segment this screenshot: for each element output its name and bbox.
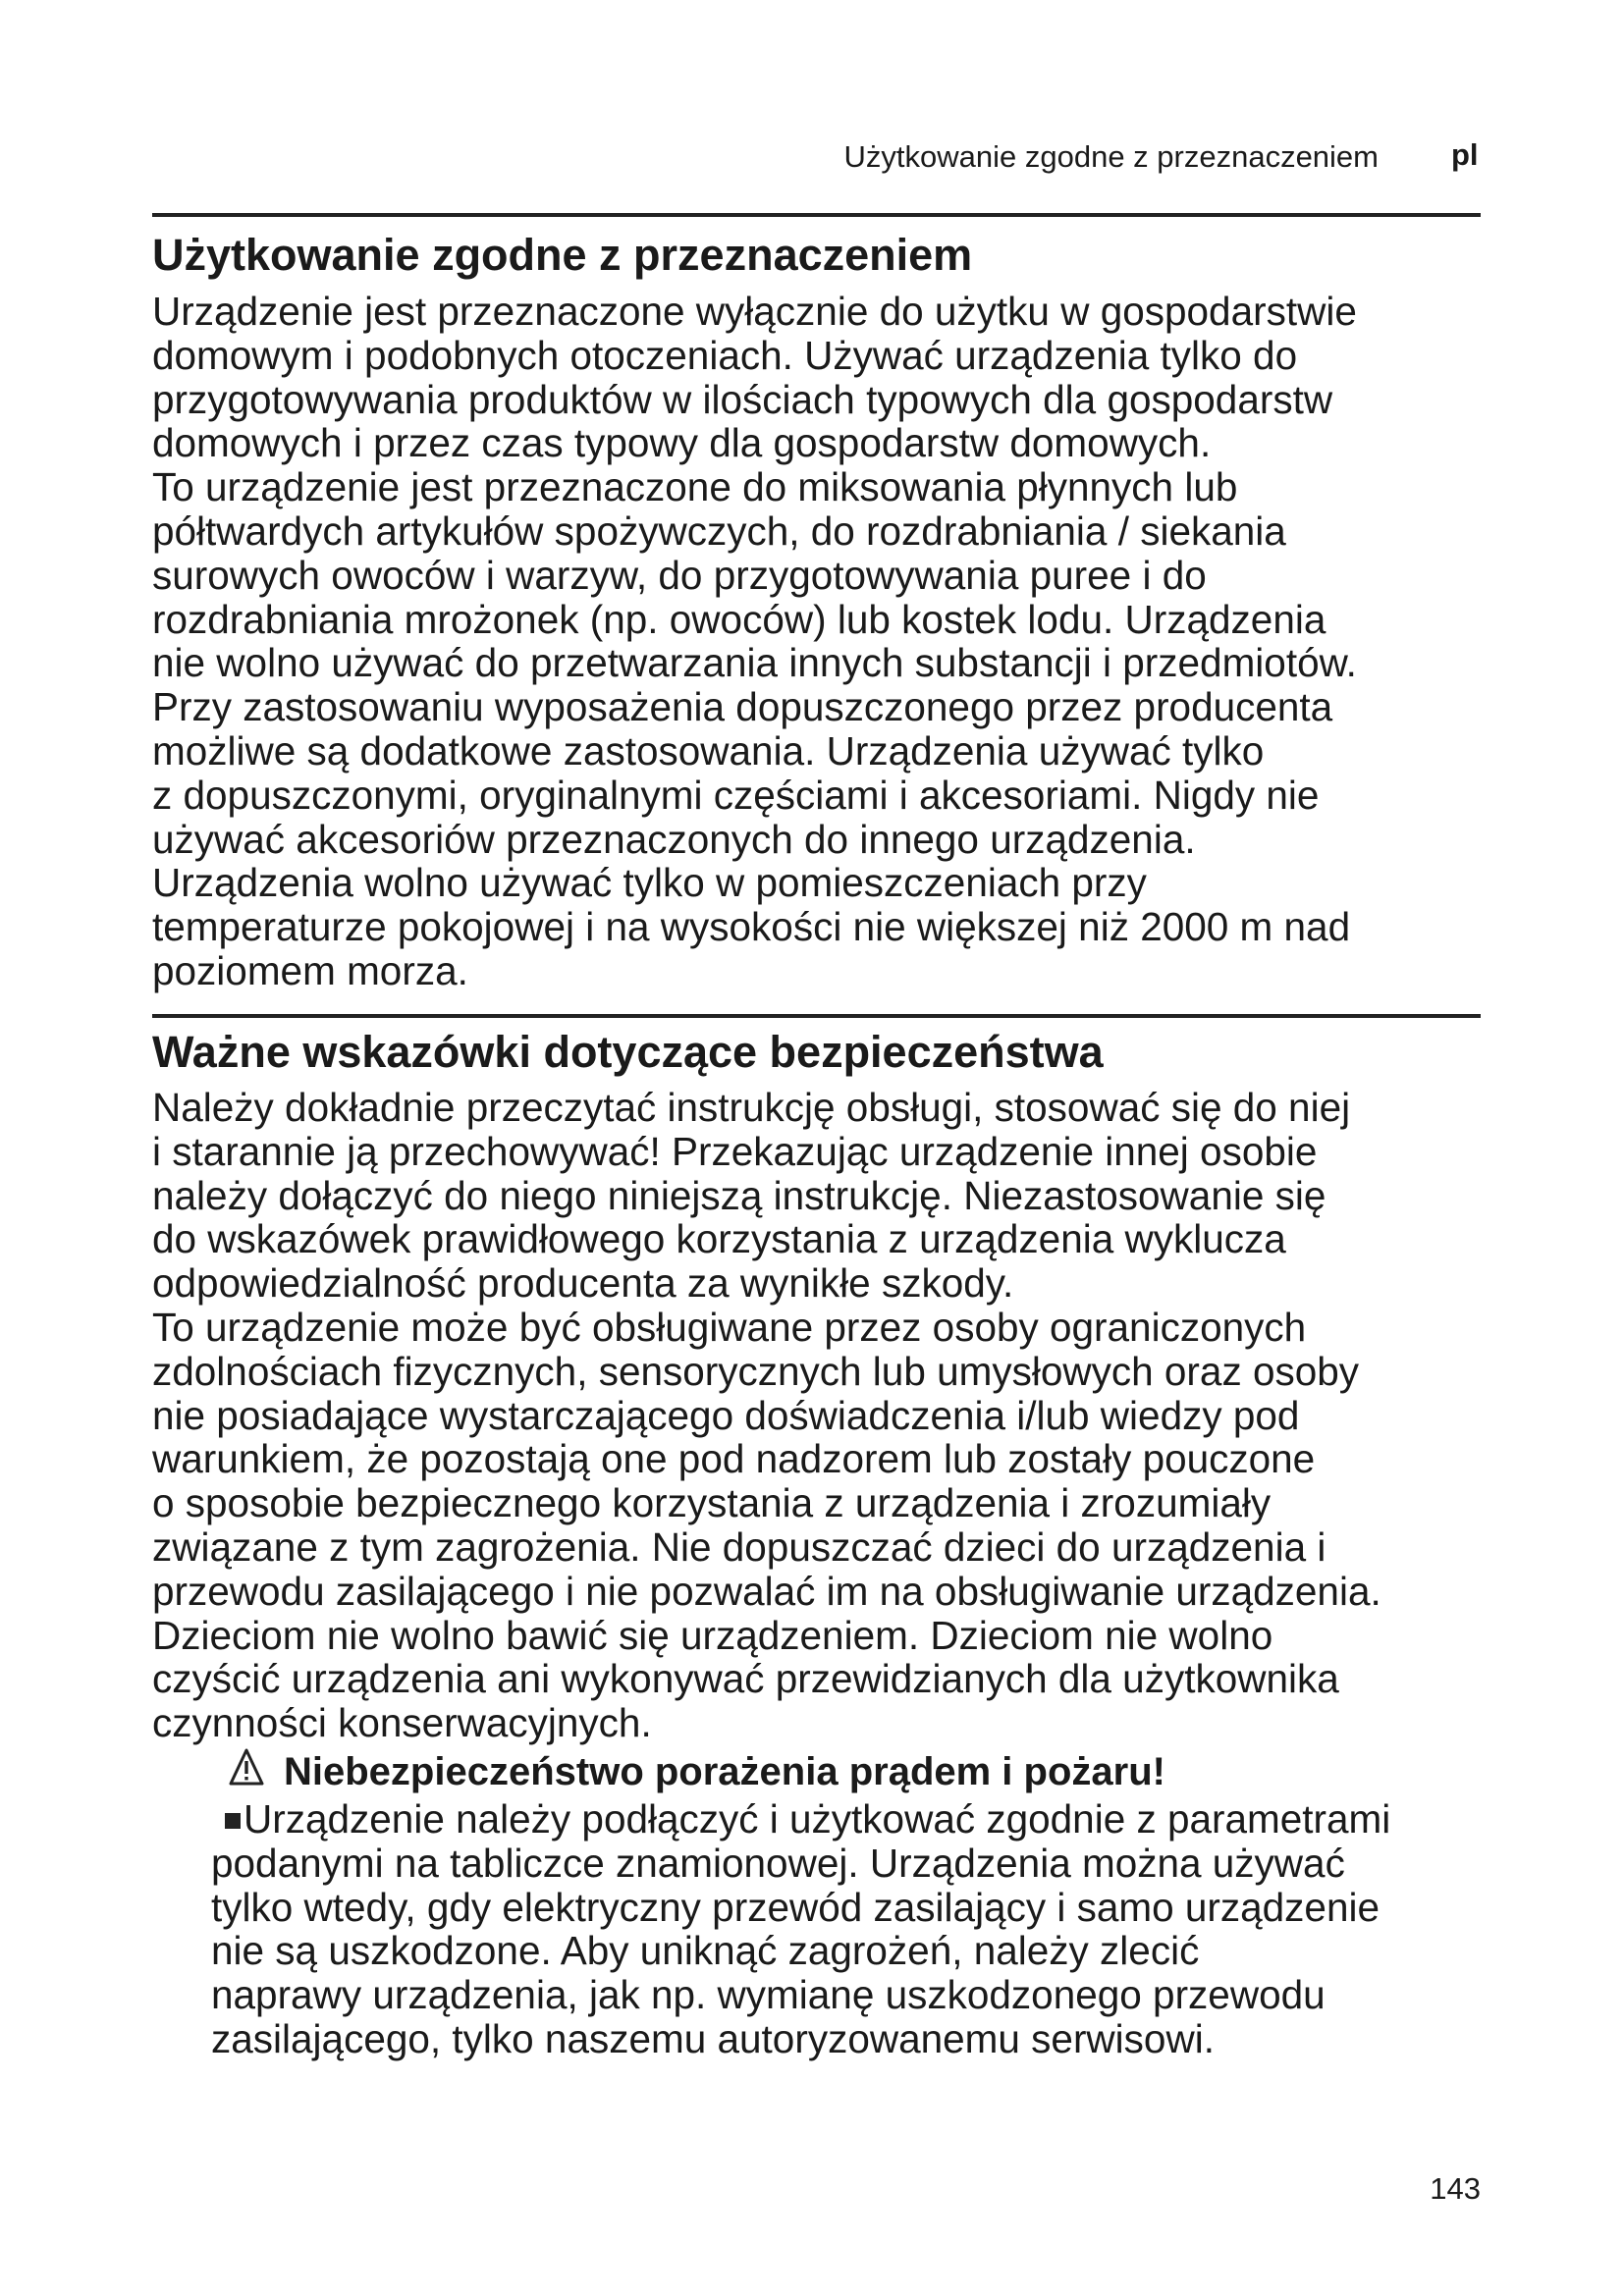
text-line: nie wolno używać do przetwarzania innych substancji i przedmiotów. bbox=[152, 640, 1357, 686]
text-line: Należy dokładnie przeczytać instrukcję obsługi, stosować się do niej bbox=[152, 1085, 1351, 1130]
text-line: z dopuszczonymi, oryginalnymi częściami i akcesoriami. Nigdy nie bbox=[152, 772, 1320, 818]
language-code: pl bbox=[1451, 137, 1479, 172]
text-line: tylko wtedy, gdy elektryczny przewód zasilający i samo urządzenie bbox=[211, 1884, 1380, 1930]
section-heading-safety: Ważne wskazówki dotyczące bezpieczeństwa bbox=[152, 1027, 1104, 1077]
text-line: Dzieciom nie wolno bawić się urządzeniem. Dzieciom nie wolno bbox=[152, 1612, 1273, 1658]
text-line: odpowiedzialność producenta za wynikłe szkody. bbox=[152, 1260, 1014, 1307]
text-line: należy dołączyć do niego niniejszą instrukcję. Niezastosowanie się bbox=[152, 1172, 1326, 1218]
bullet-square-icon bbox=[225, 1813, 241, 1829]
text-line: domowych i przez czas typowy dla gospodarstw domowych. bbox=[152, 420, 1212, 466]
text-line: Urządzenia wolno używać tylko w pomieszczeniach przy bbox=[152, 860, 1147, 906]
text-line: To urządzenie może być obsługiwane przez osoby ograniczonych bbox=[152, 1304, 1307, 1350]
section-divider bbox=[152, 213, 1481, 217]
warning-title: Niebezpieczeństwo porażenia prądem i pożaru! bbox=[284, 1750, 1165, 1793]
section-heading-intended-use: Użytkowanie zgodne z przeznaczeniem bbox=[152, 230, 973, 280]
text-line: związane z tym zagrożenia. Nie dopuszczać dzieci do urządzenia i bbox=[152, 1523, 1326, 1570]
text-line: półtwardych artykułów spożywczych, do rozdrabniania / siekania bbox=[152, 507, 1286, 554]
text-line-content: Urządzenie należy podłączyć i użytkować zgodnie z parametrami bbox=[244, 1796, 1391, 1842]
text-line: Urządzenie jest przeznaczone wyłącznie do użytku w gospodarstwie bbox=[152, 289, 1357, 334]
text-line: temperaturze pokojowej i na wysokości nie większej niż 2000 m nad bbox=[152, 904, 1351, 950]
intended-use-paragraph bbox=[152, 290, 1357, 993]
text-line: podanymi na tabliczce znamionowej. Urządzenia można używać bbox=[211, 1840, 1345, 1886]
text-line: To urządzenie jest przeznaczone do miksowania płynnych lub bbox=[152, 464, 1238, 510]
text-line: rozdrabniania mrożonek (np. owoców) lub kostek lodu. Urządzenia bbox=[152, 596, 1326, 642]
text-line: surowych owoców i warzyw, do przygotowywania puree i do bbox=[152, 552, 1207, 598]
text-line: poziomem morza. bbox=[152, 947, 468, 993]
text-line: zasilającego, tylko naszemu autoryzowanemu serwisowi. bbox=[211, 2015, 1215, 2061]
text-line: Przy zastosowaniu wyposażenia dopuszczonego przez producenta bbox=[152, 684, 1333, 730]
warning-triangle-icon bbox=[229, 1747, 264, 1796]
text-line: naprawy urządzenia, jak np. wymianę uszkodzonego przewodu bbox=[211, 1972, 1326, 2018]
warning-heading bbox=[229, 1747, 1165, 1796]
running-header-title: Użytkowanie zgodne z przeznaczeniem bbox=[843, 139, 1379, 174]
page-number: 143 bbox=[1430, 2171, 1481, 2206]
text-line: do wskazówek prawidłowego korzystania z urządzenia wyklucza bbox=[152, 1216, 1286, 1262]
text-line: zdolnościach fizycznych, sensorycznych lub umysłowych oraz osoby bbox=[152, 1348, 1360, 1394]
text-line: czyścić urządzenia ani wykonywać przewidzianych dla użytkownika bbox=[152, 1656, 1339, 1702]
safety-paragraph bbox=[152, 1086, 1381, 1745]
text-line: używać akcesoriów przeznaczonych do innego urządzenia. bbox=[152, 816, 1196, 862]
text-line: czynności konserwacyjnych. bbox=[152, 1700, 652, 1746]
text-line: warunkiem, że pozostają one pod nadzorem lub zostały pouczone bbox=[152, 1436, 1316, 1482]
text-line: domowym i podobnych otoczeniach. Używać urządzenia tylko do bbox=[152, 332, 1298, 378]
text-line: i starannie ją przechowywać! Przekazując urządzenie innej osobie bbox=[152, 1128, 1318, 1174]
warning-bullet-item bbox=[211, 1797, 1390, 2061]
text-line: możliwe są dodatkowe zastosowania. Urządzenia używać tylko bbox=[152, 727, 1265, 774]
text-line bbox=[244, 1797, 1390, 1842]
section-divider bbox=[152, 1014, 1481, 1018]
text-line: nie posiadające wystarczającego doświadczenia i/lub wiedzy pod bbox=[152, 1392, 1300, 1438]
text-line: przewodu zasilającego i nie pozwalać im na obsługiwanie urządzenia. bbox=[152, 1568, 1381, 1614]
text-line: nie są uszkodzone. Aby uniknąć zagrożeń, należy zlecić bbox=[211, 1928, 1200, 1974]
text-line: o sposobie bezpiecznego korzystania z urządzenia i zrozumiały bbox=[152, 1480, 1272, 1526]
text-line: przygotowywania produktów w ilościach typowych dla gospodarstw bbox=[152, 376, 1333, 422]
